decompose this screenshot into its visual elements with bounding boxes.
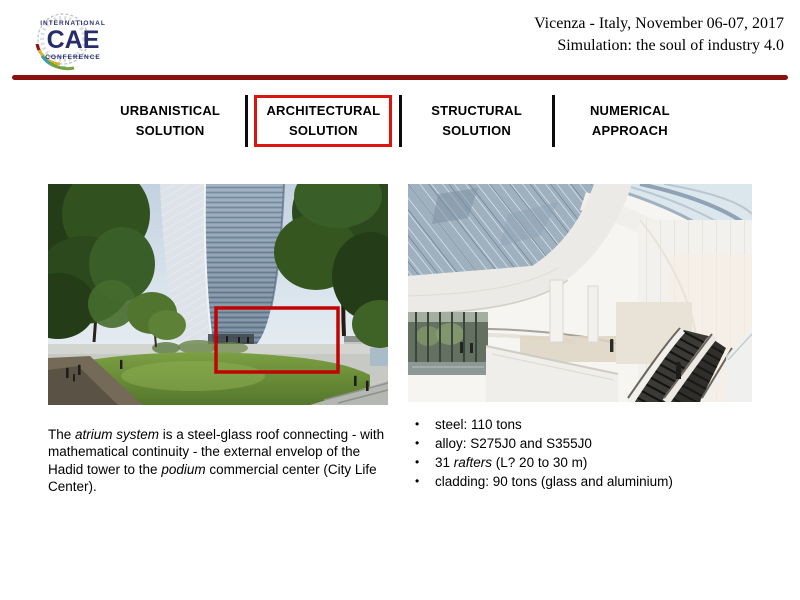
tab-architectural-box-active[interactable] bbox=[254, 95, 392, 147]
logo-bottom-text: CONFERENCE bbox=[45, 54, 101, 61]
tab-label-line1: ARCHITECTURAL bbox=[266, 103, 381, 118]
bullet-marker: • bbox=[415, 474, 420, 488]
bullet-marker: • bbox=[415, 417, 420, 431]
tab-urbanistical-box[interactable] bbox=[108, 95, 232, 147]
caption-italic-podium: podium bbox=[161, 461, 206, 477]
bullet-text: steel: 110 tons bbox=[435, 417, 522, 432]
specs-bullet-list bbox=[412, 415, 768, 491]
event-subtitle: Simulation: the soul of industry 4.0 bbox=[557, 37, 784, 54]
tab-urbanistical-solution[interactable] bbox=[95, 93, 245, 149]
caption-text: commercial center (City Life Center). bbox=[48, 461, 377, 494]
header-rule bbox=[12, 75, 788, 80]
tab-architectural-solution[interactable] bbox=[248, 93, 398, 149]
tab-structural-solution[interactable] bbox=[402, 93, 552, 149]
bullet-rafters bbox=[412, 453, 768, 472]
atrium-interior-image bbox=[408, 184, 752, 402]
bullet-marker: • bbox=[415, 436, 420, 450]
bullet-cladding bbox=[412, 472, 768, 491]
cae-conference-logo bbox=[26, 6, 108, 72]
tab-label-line2: SOLUTION bbox=[135, 123, 205, 138]
bullet-alloy bbox=[412, 434, 768, 453]
left-window bbox=[408, 312, 488, 375]
caption-text: The bbox=[48, 426, 76, 442]
tab-label-line2: SOLUTION bbox=[442, 123, 511, 138]
event-info bbox=[534, 13, 784, 57]
bullet-steel bbox=[412, 415, 768, 434]
caption-italic-atrium-system: atrium system bbox=[75, 426, 160, 442]
event-location-date: Vicenza - Italy, November 06-07, 2017 bbox=[534, 15, 784, 32]
section-nav bbox=[95, 93, 705, 149]
tab-label-line1: URBANISTICAL bbox=[120, 103, 221, 118]
caption-text: is a steel-glass roof connecting - with mathematical continuity - the external envelop of the Hadid tower to the bbox=[48, 426, 385, 477]
bullet-marker: • bbox=[415, 455, 420, 469]
bullet-text: cladding: 90 tons (glass and aluminium) bbox=[435, 474, 673, 489]
atrium-caption bbox=[48, 426, 386, 496]
bullet-text: alloy: S275J0 and S355J0 bbox=[435, 436, 592, 451]
logo-main-text: CAE bbox=[46, 26, 100, 54]
bullet-text: 31 rafters (L? 20 to 30 m) bbox=[435, 455, 588, 470]
tab-label-line1: STRUCTURAL bbox=[431, 103, 523, 118]
logo-top-text: INTERNATIONAL bbox=[40, 20, 106, 27]
tab-label-line1: NUMERICAL bbox=[589, 103, 670, 118]
tab-numerical-box[interactable] bbox=[578, 95, 682, 147]
tab-numerical-approach[interactable] bbox=[555, 93, 705, 149]
tab-structural-box[interactable] bbox=[419, 95, 534, 147]
tab-label-line2: SOLUTION bbox=[288, 123, 358, 138]
hadid-tower-exterior-image bbox=[48, 184, 388, 405]
tab-label-line2: APPROACH bbox=[591, 123, 668, 138]
